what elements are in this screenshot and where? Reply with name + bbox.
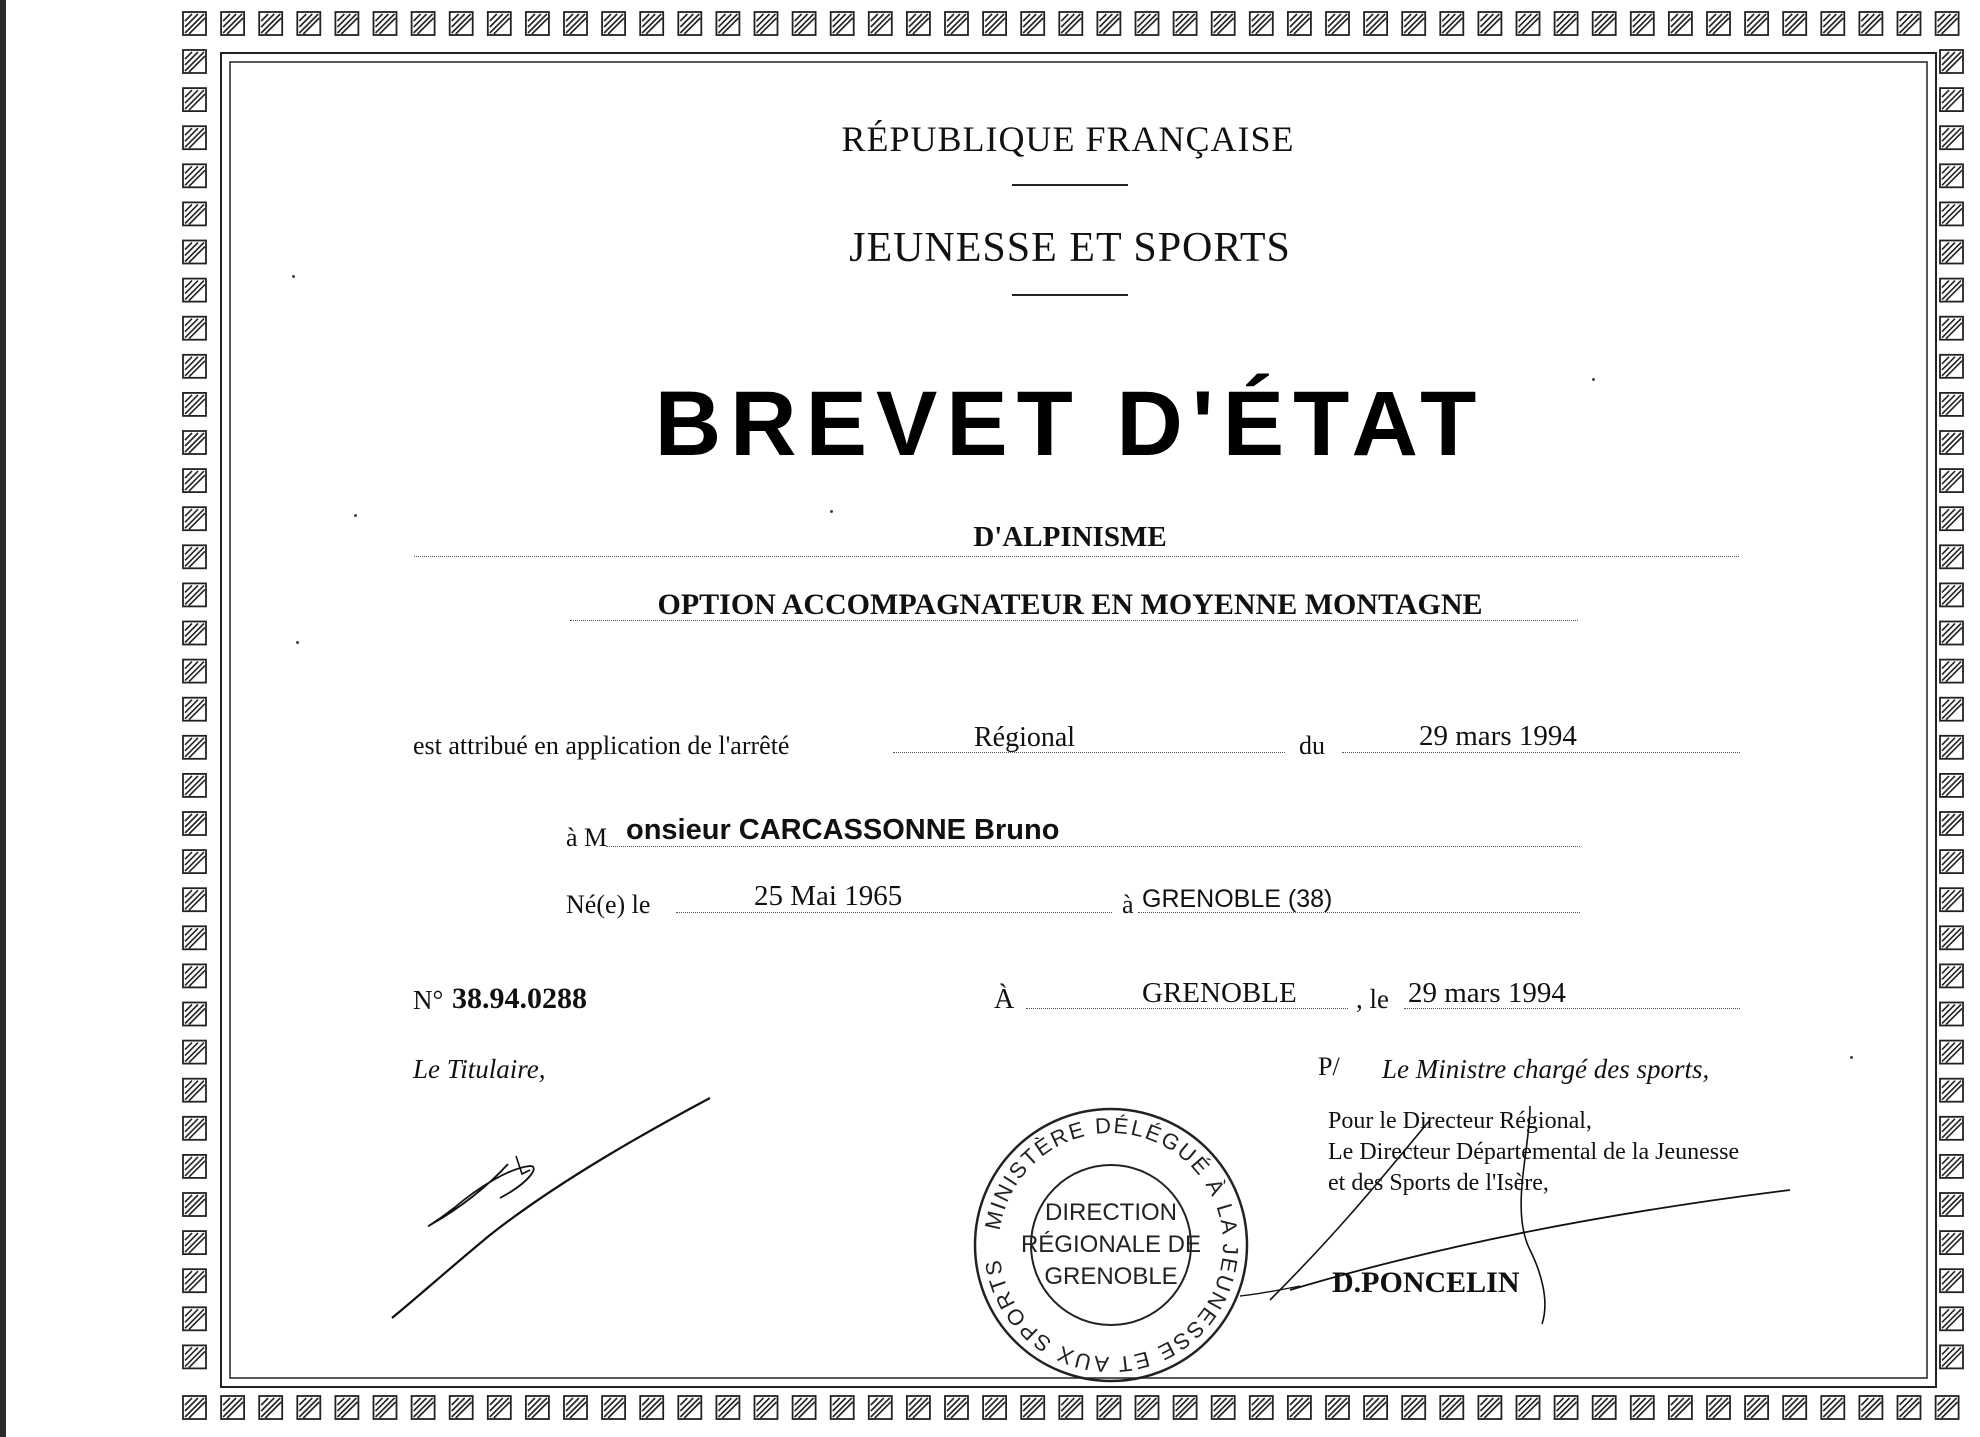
border-tile xyxy=(335,1396,358,1419)
border-tile xyxy=(1555,1396,1578,1419)
border-tile xyxy=(1097,1396,1120,1419)
border-tile xyxy=(1940,1117,1963,1140)
border-tile xyxy=(183,1396,206,1419)
border-tile xyxy=(1097,12,1120,35)
scan-speck xyxy=(1592,378,1595,381)
border-tile xyxy=(1940,1079,1963,1102)
border-tile xyxy=(1517,12,1540,35)
holder-label: Le Titulaire, xyxy=(413,1054,546,1084)
arrete-date: 29 mars 1994 xyxy=(1419,720,1577,752)
border-tile xyxy=(183,1003,206,1026)
border-tile xyxy=(983,12,1006,35)
border-tile xyxy=(488,1396,511,1419)
republic-heading: RÉPUBLIQUE FRANÇAISE xyxy=(841,119,1295,159)
birth-place-prefix: à xyxy=(1122,890,1134,919)
issue-date: 29 mars 1994 xyxy=(1408,977,1566,1009)
scan-speck xyxy=(292,275,295,278)
border-tile xyxy=(1940,850,1963,873)
border-tile xyxy=(259,1396,282,1419)
border-tile xyxy=(678,1396,701,1419)
border-tile xyxy=(183,888,206,911)
border-tile xyxy=(1940,622,1963,645)
recipient-prefix: à M xyxy=(566,823,608,852)
border-tile xyxy=(1440,12,1463,35)
border-tile xyxy=(183,774,206,797)
border-tile xyxy=(1940,736,1963,759)
issue-city: GRENOBLE xyxy=(1142,977,1297,1009)
director-line-3: et des Sports de l'Isère, xyxy=(1328,1170,1549,1196)
border-tile xyxy=(183,317,206,340)
border-tile xyxy=(1936,12,1959,35)
border-tile xyxy=(183,583,206,606)
border-tile xyxy=(183,1269,206,1292)
border-tile xyxy=(1821,12,1844,35)
border-tile xyxy=(1940,126,1963,149)
border-tile xyxy=(907,1396,930,1419)
du-label: du xyxy=(1299,731,1325,760)
border-tile xyxy=(183,12,206,35)
border-tile xyxy=(1940,469,1963,492)
issue-at-label: À xyxy=(994,984,1015,1015)
minister-prefix: P/ xyxy=(1318,1052,1340,1081)
border-tile xyxy=(183,507,206,530)
border-tile xyxy=(755,1396,778,1419)
border-tile xyxy=(1250,12,1273,35)
border-tile xyxy=(1326,1396,1349,1419)
border-tile xyxy=(374,1396,397,1419)
stamp-center-line-3: GRENOBLE xyxy=(1044,1263,1178,1290)
border-tile xyxy=(183,431,206,454)
border-tile xyxy=(1021,12,1044,35)
border-tile xyxy=(1402,12,1425,35)
stamp-ring-text: MINISTÈRE DÉLÉGUÉ À LA JEUNESSE ET AUX SPORTS xyxy=(979,1112,1244,1378)
border-tile xyxy=(1940,279,1963,302)
border-tile xyxy=(183,850,206,873)
option-dotted-line xyxy=(570,620,1578,621)
border-tile xyxy=(1940,431,1963,454)
stamp-center-line-2: RÉGIONALE DE xyxy=(1020,1231,1202,1258)
border-tile xyxy=(1059,12,1082,35)
border-tile xyxy=(1821,1396,1844,1419)
birth-place: GRENOBLE (38) xyxy=(1142,885,1333,913)
border-tile xyxy=(1478,1396,1501,1419)
border-tile xyxy=(1631,12,1654,35)
certificate-number: 38.94.0288 xyxy=(452,982,587,1015)
border-tile xyxy=(1940,393,1963,416)
birth-place-dotted-line xyxy=(1138,912,1580,913)
border-tile xyxy=(1326,12,1349,35)
border-tile xyxy=(183,660,206,683)
border-tile xyxy=(183,126,206,149)
border-tile xyxy=(183,1231,206,1254)
birth-date: 25 Mai 1965 xyxy=(754,880,903,912)
born-label: Né(e) le xyxy=(566,890,651,919)
border-tile xyxy=(1940,1345,1963,1368)
border-tile xyxy=(793,12,816,35)
border-tile xyxy=(564,1396,587,1419)
arrete-value: Régional xyxy=(974,722,1076,753)
border-tile xyxy=(221,1396,244,1419)
scan-speck xyxy=(830,510,833,513)
border-tile xyxy=(793,1396,816,1419)
issue-date-label: , le xyxy=(1356,984,1389,1014)
border-tile xyxy=(450,1396,473,1419)
border-tile xyxy=(1745,12,1768,35)
border-tile xyxy=(374,12,397,35)
border-tile xyxy=(716,1396,739,1419)
border-tile xyxy=(564,12,587,35)
border-tile xyxy=(1212,1396,1235,1419)
border-tile xyxy=(183,1155,206,1178)
scan-speck xyxy=(296,641,299,644)
border-tile xyxy=(1593,12,1616,35)
border-tile xyxy=(1940,1231,1963,1254)
border-tile xyxy=(1940,1003,1963,1026)
border-tile xyxy=(183,1193,206,1216)
issue-date-dotted-line xyxy=(1404,1008,1740,1009)
border-tile xyxy=(183,88,206,111)
border-tile xyxy=(183,1345,206,1368)
border-tile xyxy=(1940,812,1963,835)
border-tile xyxy=(1940,1269,1963,1292)
border-tile xyxy=(1364,12,1387,35)
border-tile xyxy=(1940,507,1963,530)
border-tile xyxy=(1136,12,1159,35)
border-tile xyxy=(1288,12,1311,35)
border-tile xyxy=(1288,1396,1311,1419)
border-tile xyxy=(983,1396,1006,1419)
border-tile xyxy=(297,1396,320,1419)
border-tile xyxy=(1174,1396,1197,1419)
border-tile xyxy=(183,545,206,568)
border-tile xyxy=(945,12,968,35)
border-tile xyxy=(183,241,206,264)
director-line-2: Le Directeur Départemental de la Jeunesse xyxy=(1328,1139,1740,1165)
arrete-dotted-line xyxy=(893,752,1285,753)
header-divider-1 xyxy=(1012,184,1128,186)
border-tile xyxy=(1364,1396,1387,1419)
ministry-heading: JEUNESSE ET SPORTS xyxy=(849,225,1291,271)
stamp-center-line-1: DIRECTION xyxy=(1045,1199,1177,1226)
border-tile xyxy=(1940,888,1963,911)
border-tile xyxy=(602,12,625,35)
border-tile xyxy=(1136,1396,1159,1419)
border-tile xyxy=(259,12,282,35)
border-tile xyxy=(1940,241,1963,264)
border-tile xyxy=(1940,1193,1963,1216)
recipient-name: onsieur CARCASSONNE Bruno xyxy=(626,814,1060,846)
border-tile xyxy=(1517,1396,1540,1419)
holder-signature xyxy=(380,1090,720,1330)
border-tile xyxy=(1059,1396,1082,1419)
option-label: OPTION ACCOMPAGNATEUR EN MOYENNE MONTAGNE xyxy=(657,588,1483,621)
border-tile xyxy=(297,12,320,35)
discipline-label: D'ALPINISME xyxy=(973,521,1167,553)
border-tile xyxy=(1631,1396,1654,1419)
border-tile xyxy=(335,12,358,35)
recipient-dotted-line xyxy=(606,846,1580,847)
border-tile xyxy=(183,926,206,949)
border-tile xyxy=(526,1396,549,1419)
border-tile xyxy=(1669,1396,1692,1419)
border-tile xyxy=(412,12,435,35)
border-tile xyxy=(1174,12,1197,35)
border-tile xyxy=(1250,1396,1273,1419)
border-tile xyxy=(1898,12,1921,35)
border-tile xyxy=(1940,774,1963,797)
arrete-intro-label: est attribué en application de l'arrêté xyxy=(413,731,790,760)
border-tile xyxy=(183,1117,206,1140)
border-tile xyxy=(412,1396,435,1419)
border-tile xyxy=(450,12,473,35)
scan-speck xyxy=(1850,1056,1853,1059)
border-tile xyxy=(183,736,206,759)
border-tile xyxy=(755,12,778,35)
border-tile xyxy=(526,12,549,35)
border-tile xyxy=(1940,50,1963,73)
border-tile xyxy=(1707,12,1730,35)
border-tile xyxy=(1212,12,1235,35)
border-tile xyxy=(907,12,930,35)
border-tile xyxy=(183,1079,206,1102)
signatory-name: D.PONCELIN xyxy=(1332,1266,1520,1299)
border-tile xyxy=(1940,660,1963,683)
border-tile xyxy=(183,279,206,302)
border-tile xyxy=(831,1396,854,1419)
border-tile xyxy=(602,1396,625,1419)
border-tile xyxy=(1898,1396,1921,1419)
border-tile xyxy=(183,964,206,987)
border-tile xyxy=(869,12,892,35)
border-tile xyxy=(183,469,206,492)
border-tile xyxy=(678,12,701,35)
border-tile xyxy=(831,12,854,35)
border-tile xyxy=(1940,1307,1963,1330)
border-tile xyxy=(1593,1396,1616,1419)
border-tile xyxy=(1859,1396,1882,1419)
border-tile xyxy=(183,164,206,187)
border-tile xyxy=(1940,545,1963,568)
border-tile xyxy=(221,12,244,35)
border-tile xyxy=(1940,583,1963,606)
director-signature xyxy=(1230,1100,1810,1330)
border-tile xyxy=(183,622,206,645)
border-tile xyxy=(1669,12,1692,35)
border-tile xyxy=(1859,12,1882,35)
border-tile xyxy=(1940,964,1963,987)
border-tile xyxy=(1402,1396,1425,1419)
border-tile xyxy=(1707,1396,1730,1419)
border-tile xyxy=(1940,1155,1963,1178)
border-tile xyxy=(1940,317,1963,340)
border-tile xyxy=(869,1396,892,1419)
certificate-title: BREVET D'ÉTAT xyxy=(654,373,1486,475)
border-tile xyxy=(183,812,206,835)
border-tile xyxy=(1940,88,1963,111)
scan-speck xyxy=(354,514,357,517)
border-tile xyxy=(1940,164,1963,187)
border-tile xyxy=(1440,1396,1463,1419)
border-tile xyxy=(1940,1041,1963,1064)
border-tile xyxy=(640,1396,663,1419)
border-tile xyxy=(183,393,206,416)
border-tile xyxy=(1745,1396,1768,1419)
director-line-1: Pour le Directeur Régional, xyxy=(1328,1108,1592,1134)
border-tile xyxy=(1478,12,1501,35)
minister-label: Le Ministre chargé des sports, xyxy=(1382,1054,1710,1084)
border-tile xyxy=(1783,12,1806,35)
border-tile xyxy=(1940,926,1963,949)
border-tile xyxy=(1940,355,1963,378)
header-divider-2 xyxy=(1012,294,1128,296)
border-tile xyxy=(1940,202,1963,225)
number-label: N° xyxy=(413,985,444,1015)
border-tile xyxy=(1783,1396,1806,1419)
border-tile xyxy=(488,12,511,35)
border-tile xyxy=(183,1307,206,1330)
border-tile xyxy=(1555,12,1578,35)
border-tile xyxy=(945,1396,968,1419)
border-tile xyxy=(1021,1396,1044,1419)
border-tile xyxy=(716,12,739,35)
border-tile xyxy=(1940,698,1963,721)
border-tile xyxy=(183,50,206,73)
border-tile xyxy=(183,202,206,225)
discipline-dotted-line xyxy=(414,556,1739,557)
border-tile xyxy=(183,355,206,378)
border-tile xyxy=(183,698,206,721)
border-tile xyxy=(1936,1396,1959,1419)
border-tile xyxy=(640,12,663,35)
border-tile xyxy=(183,1041,206,1064)
official-stamp xyxy=(968,1102,1254,1388)
